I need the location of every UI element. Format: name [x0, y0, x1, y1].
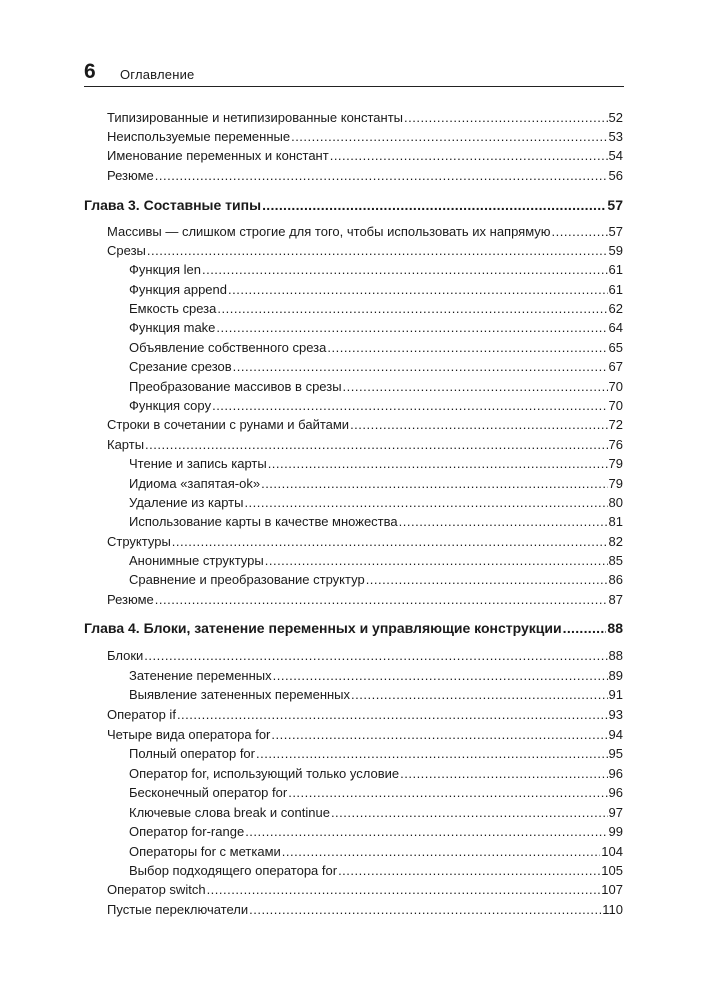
- toc-entry-title: Оператор for, использующий только условие: [129, 766, 400, 781]
- toc-leader-dots: [207, 880, 601, 900]
- toc-leader-dots: [177, 705, 608, 725]
- page-number: 6: [84, 60, 96, 83]
- toc-entry: [107, 146, 623, 166]
- toc-leader-dots: [212, 396, 607, 416]
- toc-leader-dots: [245, 822, 607, 842]
- toc-entry: [129, 822, 623, 842]
- toc-page-number: 104: [601, 844, 623, 859]
- toc-page-number: 70: [608, 398, 623, 413]
- toc-page-number: 53: [608, 129, 623, 144]
- toc-page-number: 57: [608, 224, 623, 239]
- toc-entry: [129, 764, 623, 784]
- toc-page-number: 72: [608, 417, 623, 432]
- toc-leader-dots: [404, 108, 608, 128]
- toc-entry: [129, 377, 623, 397]
- toc-entry: [129, 512, 623, 532]
- toc-entry-title: Типизированные и нетипизированные константы: [107, 110, 403, 125]
- toc-leader-dots: [155, 166, 608, 186]
- toc-entry: [107, 880, 623, 900]
- toc-entry: [107, 108, 623, 128]
- toc-page-number: 80: [608, 495, 623, 510]
- toc-entry-title: Функция append: [129, 282, 227, 297]
- toc-leader-dots: [217, 299, 607, 319]
- toc-entry-title: Оператор if: [107, 707, 176, 722]
- toc-entry: [107, 646, 623, 666]
- toc-page-number: 107: [601, 882, 623, 897]
- toc-entry: [129, 685, 623, 705]
- toc-page-number: 79: [608, 456, 623, 471]
- toc-leader-dots: [202, 260, 608, 280]
- toc-leader-dots: [366, 570, 608, 590]
- toc-page-number: 57: [607, 197, 623, 213]
- toc-entry-title: Оператор switch: [107, 882, 206, 897]
- toc-leader-dots: [552, 222, 608, 242]
- running-title: Оглавление: [120, 67, 195, 82]
- toc-leader-dots: [265, 551, 608, 571]
- toc-leader-dots: [338, 861, 600, 881]
- toc-page-number: 91: [608, 687, 623, 702]
- toc-leader-dots: [343, 377, 608, 397]
- toc-entry-title: Четыре вида оператора for: [107, 727, 271, 742]
- toc-entry-title: Неиспользуемые переменные: [107, 129, 291, 144]
- toc-page-number: 64: [608, 320, 623, 335]
- toc-entry-title: Ключевые слова break и continue: [129, 805, 330, 820]
- toc-page-number: 96: [608, 785, 623, 800]
- toc-page-number: 99: [608, 824, 623, 839]
- toc-entry-title: Бесконечный оператор for: [129, 785, 288, 800]
- toc-entry: [107, 241, 623, 261]
- toc-page-number: 76: [608, 437, 623, 452]
- toc-entry-title: Выбор подходящего оператора for: [129, 863, 338, 878]
- toc-entry: [129, 396, 623, 416]
- toc-entry-title: Пустые переключатели: [107, 902, 249, 917]
- toc-leader-dots: [145, 435, 607, 455]
- toc-entry-title: Карты: [107, 437, 145, 452]
- toc-page-number: 105: [601, 863, 623, 878]
- toc-entry-title: Выявление затененных переменных: [129, 687, 351, 702]
- toc-leader-dots: [273, 666, 608, 686]
- toc-leader-dots: [399, 512, 608, 532]
- toc-entry-title: Идиома «запятая-ok»: [129, 476, 261, 491]
- toc-leader-dots: [351, 685, 608, 705]
- toc-page-number: 97: [608, 805, 623, 820]
- toc-leader-dots: [144, 646, 607, 666]
- toc-page-number: 52: [608, 110, 623, 125]
- toc-page-number: 54: [608, 148, 623, 163]
- toc-leader-dots: [256, 744, 608, 764]
- toc-leader-dots: [244, 493, 607, 513]
- toc-leader-dots: [350, 415, 607, 435]
- toc-entry-title: Сравнение и преобразование структур: [129, 572, 365, 587]
- toc-page-number: 93: [608, 707, 623, 722]
- toc-entry: [107, 166, 623, 186]
- toc-entry: [129, 744, 623, 764]
- toc-page-number: 62: [608, 301, 623, 316]
- toc-entry-title: Емкость среза: [129, 301, 217, 316]
- toc-entry: [107, 222, 623, 242]
- toc-entry-title: Структуры: [107, 534, 171, 549]
- toc-page-number: 82: [608, 534, 623, 549]
- toc-entry-title: Функция copy: [129, 398, 212, 413]
- toc-entry: [129, 666, 623, 686]
- toc-entry-title: Функция len: [129, 262, 201, 277]
- toc-entry-title: Глава 3. Составные типы: [84, 197, 262, 213]
- toc-entry: [107, 725, 623, 745]
- toc-page-number: 67: [608, 359, 623, 374]
- toc-entry-title: Именование переменных и констант: [107, 148, 329, 163]
- toc-entry: [107, 590, 623, 610]
- toc-entry: [129, 551, 623, 571]
- toc-entry-title: Глава 4. Блоки, затенение переменных и управляющие конструкции: [84, 620, 562, 636]
- toc-entry: [129, 570, 623, 590]
- toc-page-number: 79: [608, 476, 623, 491]
- toc-leader-dots: [563, 618, 607, 638]
- toc-entry-title: Использование карты в качестве множества: [129, 514, 398, 529]
- toc-leader-dots: [216, 318, 607, 338]
- toc-entry-title: Полный оператор for: [129, 746, 255, 761]
- toc-entry: [129, 357, 623, 377]
- toc-leader-dots: [261, 474, 607, 494]
- toc-entry-title: Срезание срезов: [129, 359, 232, 374]
- toc-leader-dots: [268, 454, 608, 474]
- toc-entry: [129, 861, 623, 881]
- toc-entry-title: Преобразование массивов в срезы: [129, 379, 342, 394]
- toc-entry: [129, 842, 623, 862]
- toc-leader-dots: [291, 127, 607, 147]
- toc-entry-title: Резюме: [107, 168, 154, 183]
- toc-page-number: 70: [608, 379, 623, 394]
- toc-entry-title: Резюме: [107, 592, 154, 607]
- toc-leader-dots: [288, 783, 607, 803]
- toc-chapter: [84, 195, 623, 215]
- toc-entry: [107, 900, 623, 920]
- toc-entry-title: Строки в сочетании с рунами и байтами: [107, 417, 350, 432]
- toc-leader-dots: [172, 532, 608, 552]
- toc-page-number: 89: [608, 668, 623, 683]
- toc-page-number: 81: [608, 514, 623, 529]
- toc-entry: [129, 338, 623, 358]
- toc-entry-title: Чтение и запись карты: [129, 456, 267, 471]
- toc-entry: [129, 299, 623, 319]
- toc-page-number: 96: [608, 766, 623, 781]
- toc-page-number: 88: [607, 620, 623, 636]
- toc-leader-dots: [155, 590, 608, 610]
- toc-page-number: 56: [608, 168, 623, 183]
- toc-leader-dots: [147, 241, 608, 261]
- toc-page-number: 94: [608, 727, 623, 742]
- toc-entry-title: Операторы for с метками: [129, 844, 281, 859]
- toc-page-number: 110: [602, 902, 623, 917]
- toc-entry: [107, 532, 623, 552]
- toc-entry-title: Срезы: [107, 243, 146, 258]
- toc-entry: [129, 260, 623, 280]
- toc-entry: [107, 127, 623, 147]
- toc-entry: [129, 803, 623, 823]
- toc-entry: [129, 474, 623, 494]
- toc-leader-dots: [271, 725, 607, 745]
- toc-entry: [129, 783, 623, 803]
- toc-leader-dots: [262, 195, 606, 215]
- toc-leader-dots: [331, 803, 608, 823]
- toc-entry-title: Оператор for-range: [129, 824, 245, 839]
- toc-leader-dots: [330, 146, 608, 166]
- toc-page-number: 86: [608, 572, 623, 587]
- toc-leader-dots: [282, 842, 601, 862]
- toc-entry-title: Затенение переменных: [129, 668, 272, 683]
- toc-entry: [129, 454, 623, 474]
- toc-entry-title: Объявление собственного среза: [129, 340, 327, 355]
- toc-entry: [129, 493, 623, 513]
- toc-leader-dots: [233, 357, 608, 377]
- toc-entry: [129, 280, 623, 300]
- toc-page-number: 95: [608, 746, 623, 761]
- toc-entry: [107, 705, 623, 725]
- toc-entry-title: Массивы — слишком строгие для того, чтобы использовать их напрямую: [107, 224, 551, 239]
- toc-page-number: 88: [608, 648, 623, 663]
- toc-page-number: 85: [608, 553, 623, 568]
- toc-page-number: 59: [608, 243, 623, 258]
- toc-page-number: 61: [608, 282, 623, 297]
- toc-entry-title: Функция make: [129, 320, 216, 335]
- toc-page-number: 65: [608, 340, 623, 355]
- toc-chapter: [84, 618, 623, 638]
- toc-leader-dots: [327, 338, 607, 358]
- toc-entry-title: Блоки: [107, 648, 144, 663]
- toc-entry-title: Анонимные структуры: [129, 553, 264, 568]
- toc-leader-dots: [249, 900, 601, 920]
- toc-entry: [129, 318, 623, 338]
- toc-leader-dots: [400, 764, 607, 784]
- toc-entry-title: Удаление из карты: [129, 495, 244, 510]
- toc-page-number: 61: [608, 262, 623, 277]
- toc-entry: [107, 415, 623, 435]
- toc-entry: [107, 435, 623, 455]
- toc-leader-dots: [228, 280, 608, 300]
- toc-page-number: 87: [608, 592, 623, 607]
